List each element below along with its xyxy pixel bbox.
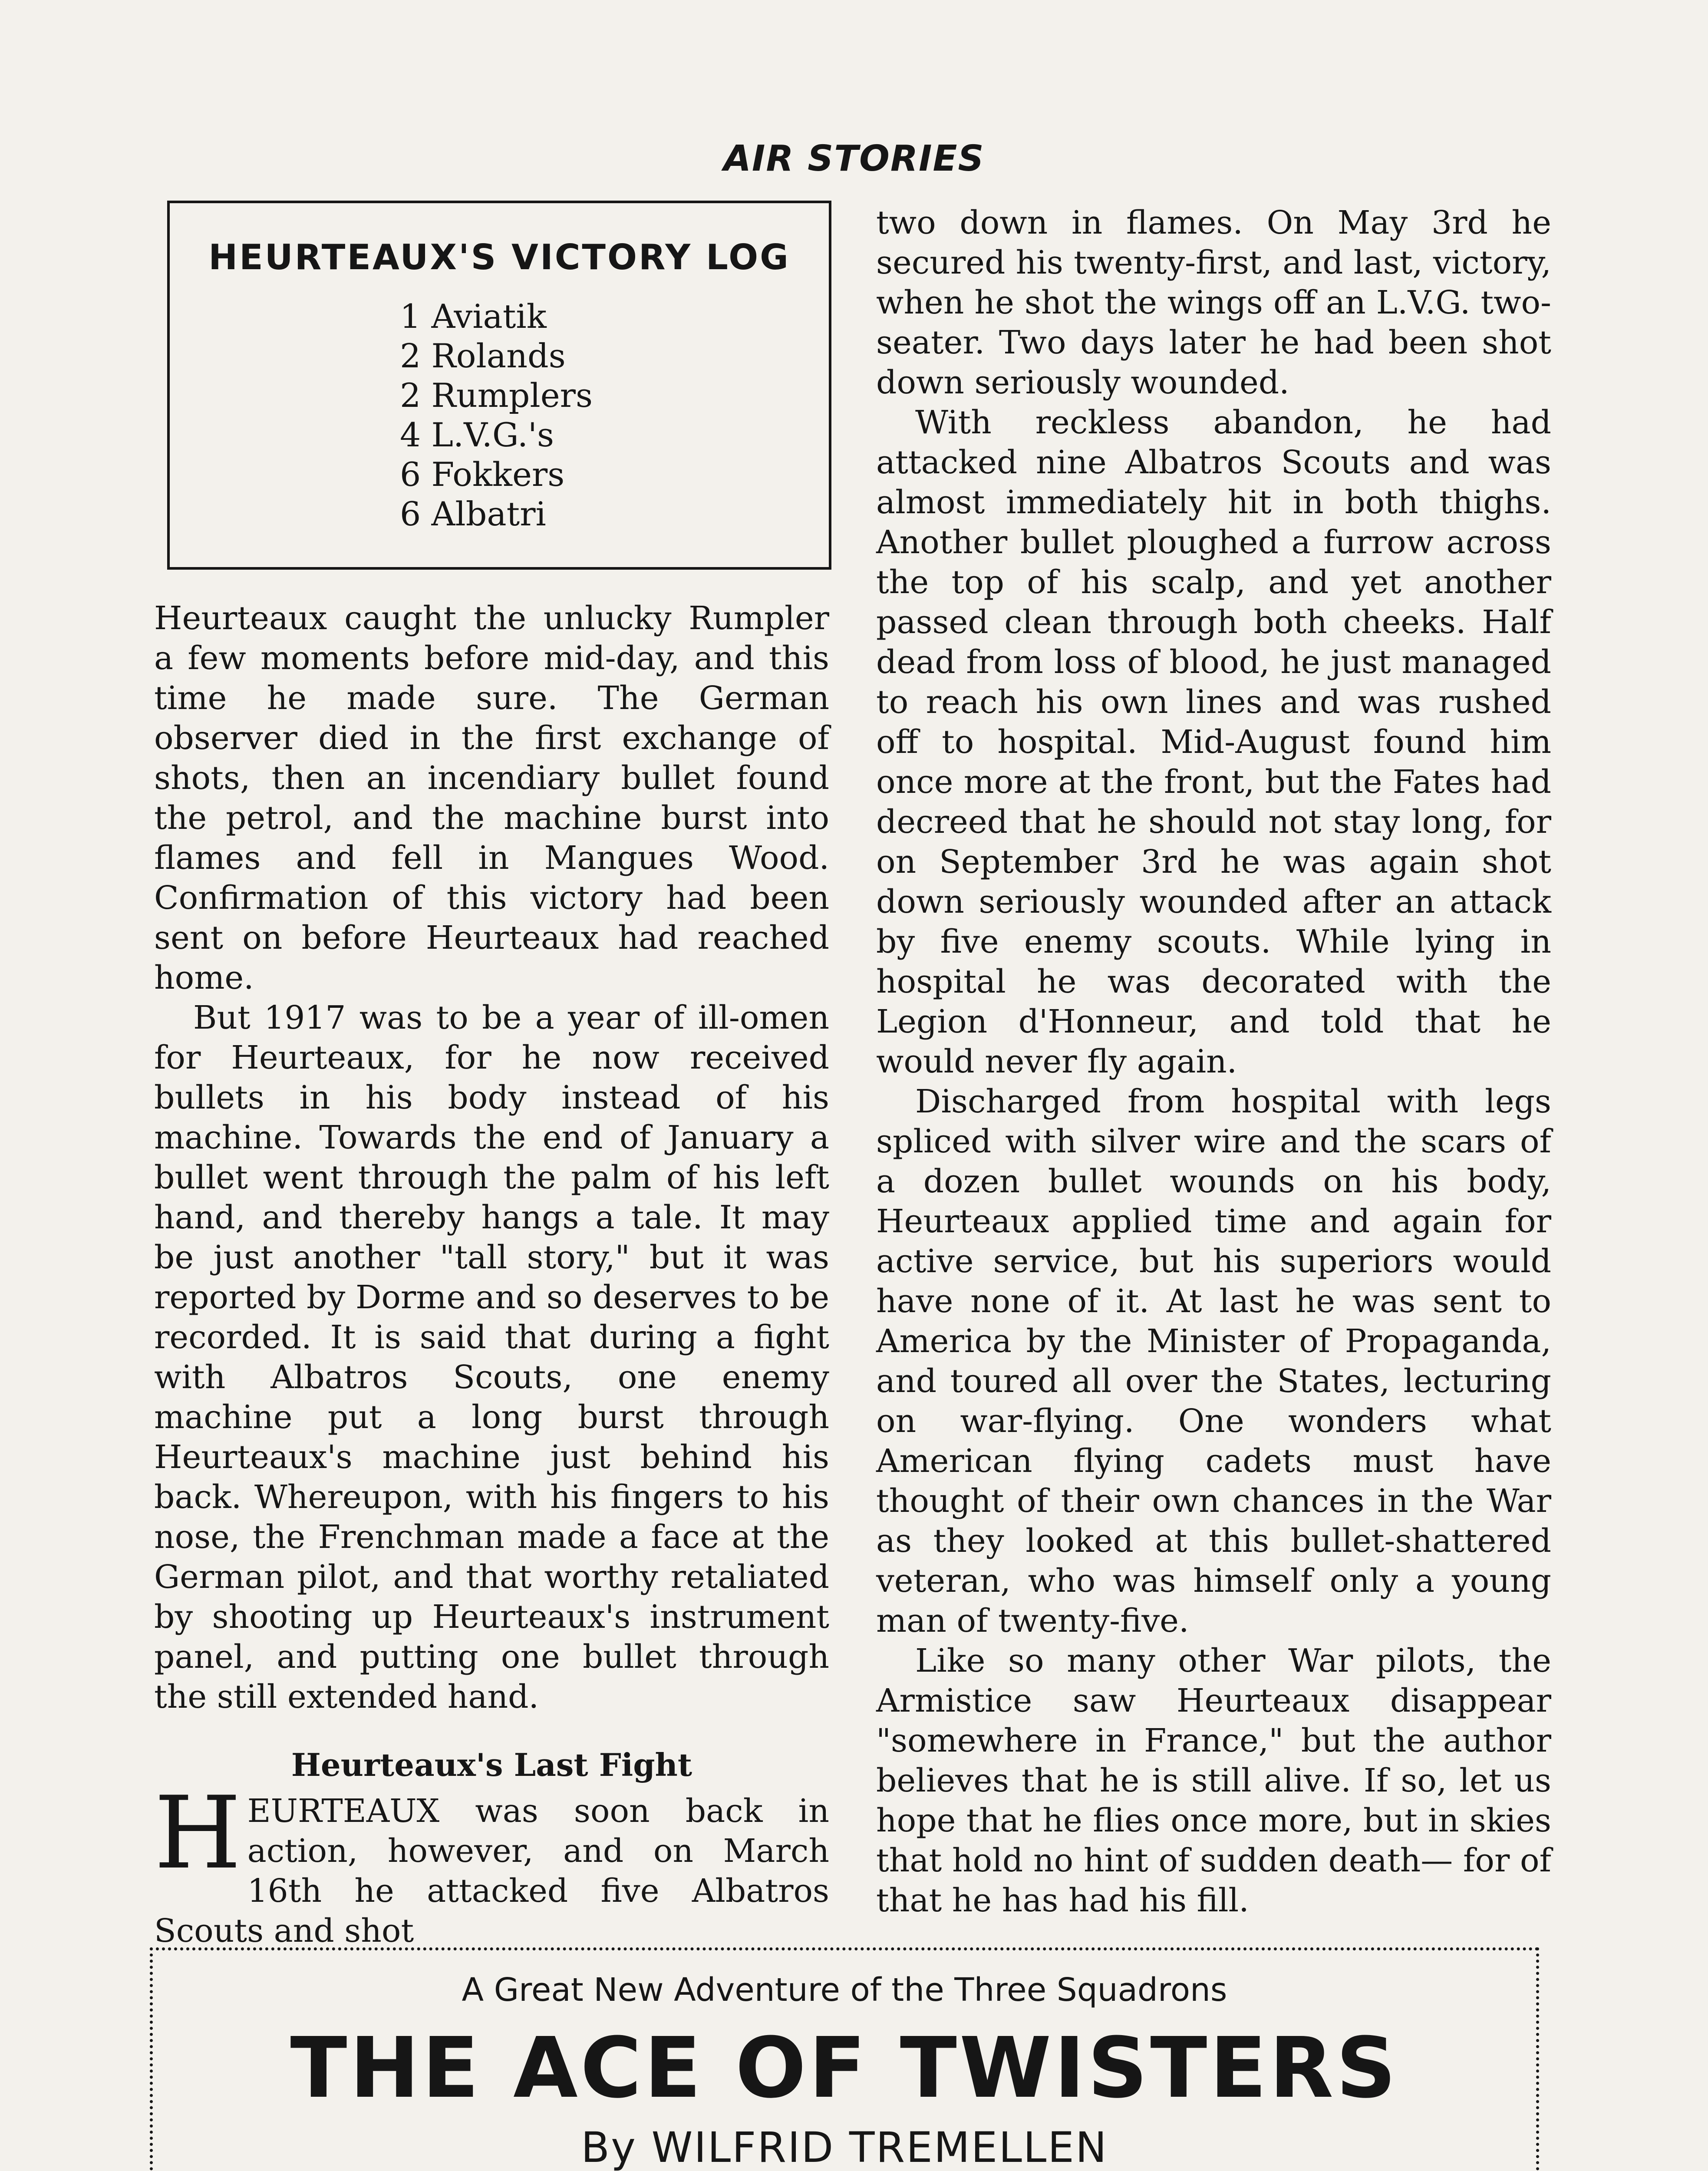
running-title: AIR STORIES xyxy=(723,138,985,179)
body-paragraph: Discharged from hospital with legs spliced with silver wire and the scars of a dozen bullet wounds on his body, Heurteaux applied time and again for active service, but his superiors would have none of it. At last he was sent to America by the Minister of Propaganda, and toured all over the States, lecturing on war-flying. One wonders what American flying cadets must have thought of their own chances in the War as they looked at this bullet-shattered veteran, who was himself only a young man of twenty-five. xyxy=(876,1083,1551,1640)
body-paragraph: two down in flames. On May 3rd he secured his twenty-first, and last, victory, when he shot the wings off an L.V.G. two-seater. Two days later he had been shot down seriously wounded. xyxy=(876,204,1551,401)
victory-log-item: 6 Fokkers xyxy=(400,455,565,494)
body-paragraph: Heurteaux caught the unlucky Rumpler a few moments before mid-day, and this time he made sure. The German observer died in the first exchange of shots, then an incendiary bullet found the petrol, and the machine burst into flames and fell in Mangues Wood. Confirmation of this victory had been sent on before Heurteaux had reached home. xyxy=(154,600,829,996)
left-column xyxy=(154,598,829,1717)
section-subhead: Heurteaux's Last Fight xyxy=(291,1746,692,1783)
victory-log-list xyxy=(400,297,593,534)
dropcap-paragraph xyxy=(154,1775,829,1951)
body-paragraph: With reckless abandon, he had attacked nine Albatros Scouts and was almost immediately hit in both thighs. Another bullet ploughed a furrow across the top of his scalp, and yet another passed clean through both cheeks. Half dead from loss of blood, he just managed to reach his own lines and was rushed off to hospital. Mid-August found him once more at the front, but the Fates had decreed that he should not stay long, for on September 3rd he was again shot down seriously wounded after an attack by five enemy scouts. While lying in hospital he was decorated with the Legion d'Honneur, and told that he would never fly again. xyxy=(876,404,1551,1080)
ad-title: THE ACE OF TWISTERS xyxy=(290,2020,1399,2117)
advertisement-box xyxy=(150,1947,1539,2171)
victory-log-title: HEURTEAUX'S VICTORY LOG xyxy=(208,237,790,277)
victory-log-item: 6 Albatri xyxy=(400,495,546,533)
victory-log-item: 4 L.V.G.'s xyxy=(400,416,554,454)
drop-cap: H xyxy=(154,1775,241,1891)
body-paragraph: But 1917 was to be a year of ill-omen for Heurteaux, for he now received bullets in his body instead of his machine. Towards the end of January a bullet went through the palm of his left hand, and thereby hangs a tale. It may be just another "tall story," but it was reported by Dorme and so deserves to be recorded. It is said that during a fight with Albatros Scouts, one enemy machine put a long burst through Heurteaux's machine just behind his back. Whereupon, with his fingers to his nose, the Frenchman made a face at the German pilot, and that worthy retaliated by shooting up Heurteaux's instrument panel, and putting one bullet through the still extended hand. xyxy=(154,999,829,1716)
ad-tagline: A Great New Adventure of the Three Squadrons xyxy=(462,1971,1227,2009)
victory-log-box xyxy=(167,201,831,570)
ad-byline: By WILFRID TREMELLEN xyxy=(581,2123,1108,2171)
victory-log-item: 2 Rolands xyxy=(400,337,566,375)
body-paragraph: Like so many other War pilots, the Armistice saw Heurteaux disappear "somewhere in France," but the author believes that he is still alive. If so, let us hope that he flies once more, but in skies that hold no hint of sudden death— for of that he has had his fill. xyxy=(876,1642,1551,1919)
dropcap-paragraph-text: EURTEAUX was soon back in action, however, and on March 16th he attacked five Albatros Scouts and shot xyxy=(154,1792,829,1950)
right-column xyxy=(876,203,1551,1920)
victory-log-item: 1 Aviatik xyxy=(400,297,547,336)
victory-log-item: 2 Rumplers xyxy=(400,376,593,415)
